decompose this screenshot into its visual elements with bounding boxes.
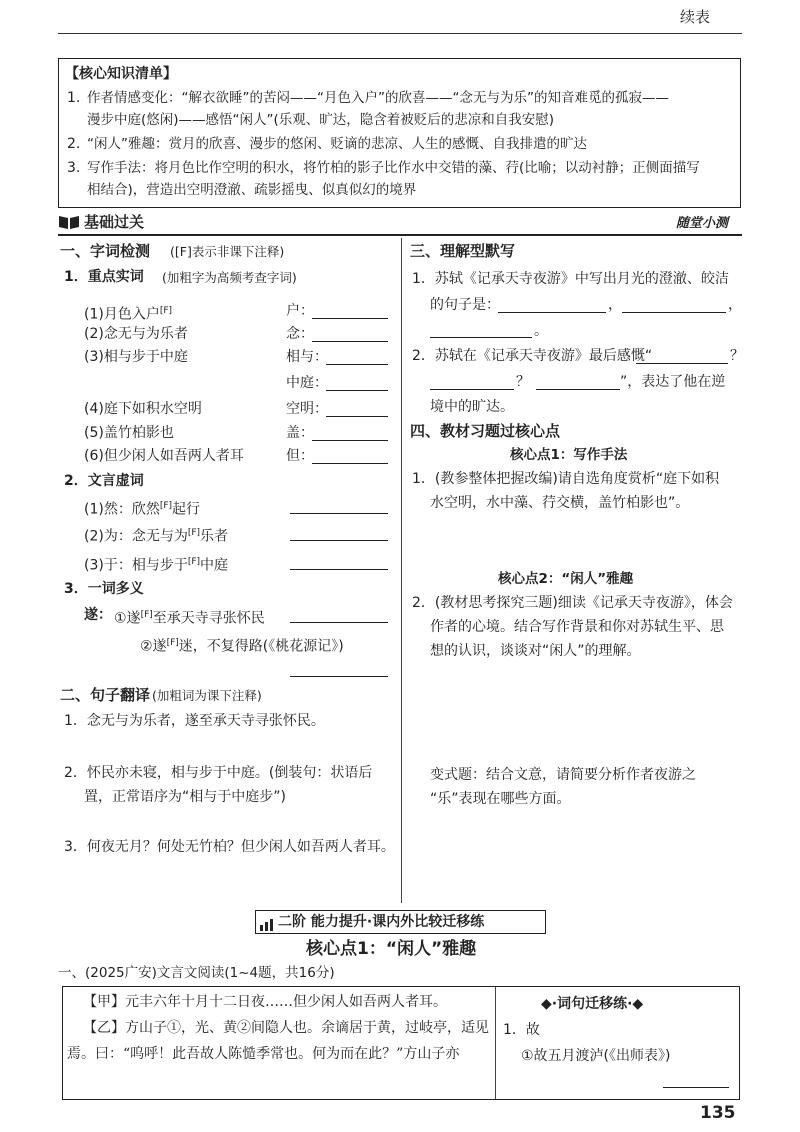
q2-item-2: (2)为：念无与为[F]乐者 bbox=[84, 528, 229, 545]
q1-key-3: 相与： bbox=[286, 349, 328, 365]
core-item-3-line1: 写作手法：将月色比作空明的积水，将竹柏的影子比作水中交错的藻、荇(比喻；以动衬静；正侧面描写 bbox=[87, 160, 700, 176]
passage-yi-line1: 【乙】方山子①，光、黄②间隐人也。余谪居于黄，过岐亭，适见 bbox=[83, 1020, 489, 1036]
core-item-2-line1: “闲人”雅趣：赏月的欣喜、漫步的悠闲、贬谪的悲凉、人生的感慨、自我排遣的旷达 bbox=[87, 136, 587, 152]
recite-1-comma-2: ， bbox=[728, 297, 742, 313]
stage2-banner bbox=[255, 910, 546, 934]
q1-answer-3[interactable] bbox=[326, 364, 388, 365]
diamond-right-icon: ·◆ bbox=[627, 996, 644, 1012]
sentence-2-line1: 2．怀民亦未寝，相与步于中庭。(倒装句：状语后 bbox=[64, 765, 373, 781]
sec1-title: 一、字词检测 bbox=[60, 242, 151, 260]
page-number: 135 bbox=[700, 1103, 736, 1123]
q2-title: 2．文言虚词 bbox=[64, 473, 144, 489]
q1-answer-1[interactable] bbox=[312, 318, 388, 319]
recite-1-blank-2[interactable] bbox=[622, 312, 726, 313]
q2-answer-1[interactable] bbox=[290, 513, 388, 514]
sec3-title: 三、理解型默写 bbox=[410, 242, 516, 260]
q1-title: 1．重点实词 bbox=[64, 269, 144, 285]
recite-2-end: ”，表达了他在逆 bbox=[620, 374, 726, 390]
q1-item-6: (5)盖竹柏影也 bbox=[84, 425, 174, 441]
q3-title: 3．一词多义 bbox=[64, 581, 144, 597]
core-knowledge-box bbox=[58, 58, 741, 208]
passage-jia: 【甲】元丰六年十月十二日夜……但少闲人如吾两人者耳。 bbox=[83, 994, 447, 1010]
sentence-3: 3．何夜无月？何处无竹柏？但少闲人如吾两人者耳。 bbox=[64, 839, 395, 855]
core-item-3-num: 3. bbox=[67, 160, 81, 176]
core-item-1-line1: 作者情感变化：“解衣欲睡”的苦闷——“月色入户”的欣喜——“念无与为乐”的知音难觅的孤寂—— bbox=[87, 90, 669, 106]
core-point-1: 核心点1：写作手法 bbox=[510, 447, 628, 463]
q3-label: 遂： bbox=[84, 607, 112, 623]
core-point-2: 核心点2：“闲人”雅趣 bbox=[498, 571, 634, 587]
sec1-note: ([F]表示非课下注释) bbox=[170, 244, 285, 259]
q1-key-7: 但： bbox=[286, 448, 314, 464]
top-rule bbox=[58, 33, 742, 34]
side-title: ◆·词句迁移练·◆ bbox=[541, 996, 644, 1012]
q1-answer-6[interactable] bbox=[312, 440, 388, 441]
recite-1-blank-3[interactable] bbox=[430, 337, 532, 338]
core-knowledge-title: 【核心知识清单】 bbox=[65, 66, 177, 82]
basic-right-tag: 随堂小测 bbox=[676, 216, 729, 231]
sec2-title: 二、句子翻译 bbox=[60, 686, 151, 704]
q1-item-3: (3)相与步于中庭 bbox=[84, 349, 188, 365]
stage2-question-title: 一、(2025广安)文言文阅读(1~4题，共16分) bbox=[58, 965, 335, 981]
sentence-1: 1．念无与为乐者，遂至承天寺寻张怀民。 bbox=[64, 713, 325, 729]
recite-2-q2: ？ bbox=[516, 374, 530, 390]
recite-2-line3: 境中的旷达。 bbox=[430, 399, 514, 415]
q2-item-3: (3)于：相与步于[F]中庭 bbox=[84, 557, 229, 574]
recite-1-comma: ， bbox=[608, 297, 622, 313]
ex-2-line1: 2．(教材思考探究三题)细读《记承天寺夜游》，体会 bbox=[412, 595, 733, 611]
q2-item-1: (1)然：欣然[F]起行 bbox=[84, 501, 201, 518]
recite-2-line1: 2．苏轼在《记承天寺夜游》最后感慨“ bbox=[412, 348, 653, 364]
q2-answer-3[interactable] bbox=[290, 569, 388, 570]
reading-divider bbox=[495, 987, 496, 1099]
recite-1-line2: 的句子是： bbox=[430, 297, 500, 313]
recite-1-line1: 1．苏轼《记承天寺夜游》中写出月光的澄澈、皎洁 bbox=[412, 271, 729, 287]
stage2-banner-text: 二阶 能力提升·课内外比较迁移练 bbox=[278, 914, 485, 930]
sec4-title: 四、教材习题过核心点 bbox=[410, 422, 561, 440]
core-item-2-num: 2. bbox=[67, 136, 81, 152]
core-item-1-line2: 漫步中庭(悠闲)——感悟“闲人”(乐观、旷达，隐含着被贬后的悲凉和自我安慰) bbox=[87, 112, 555, 128]
diamond-left-icon: ◆· bbox=[541, 996, 558, 1012]
recite-2-q1: ？ bbox=[730, 348, 744, 364]
passage-yi-line2: 焉。曰：“呜呼！此吾故人陈慥季常也。何为而在此？”方山子亦 bbox=[67, 1046, 460, 1062]
q2-answer-2[interactable] bbox=[290, 540, 388, 541]
variant-line1: 变式题：结合文意，请简要分析作者夜游之 bbox=[430, 767, 696, 783]
recite-1-period: 。 bbox=[534, 323, 548, 339]
q1-key-4: 中庭： bbox=[286, 375, 328, 391]
q3-item-2: ②遂[F]迷，不复得路(《桃花源记》) bbox=[140, 638, 344, 655]
column-divider bbox=[401, 238, 402, 903]
q3-item-1: ①遂[F]至承天寺寻张怀民 bbox=[114, 610, 265, 627]
ex-1-line2: 水空明，水中藻、荇交横，盖竹柏影也”。 bbox=[430, 495, 690, 511]
q1-answer-5[interactable] bbox=[326, 416, 388, 417]
sentence-2-line2: 置，正常语序为“相与于中庭步”) bbox=[84, 789, 286, 805]
recite-2-blank-3[interactable] bbox=[536, 389, 620, 390]
q1-key-6: 盖： bbox=[286, 425, 314, 441]
ex-2-line2: 作者的心境。结合写作背景和你对苏轼生平、思 bbox=[430, 619, 724, 635]
side-item: ①故五月渡泸(《出师表》) bbox=[521, 1048, 671, 1064]
q3-answer-2[interactable] bbox=[290, 676, 388, 677]
continued-label: 续表 bbox=[680, 8, 711, 26]
q1-answer-4[interactable] bbox=[326, 390, 388, 391]
ex-2-line3: 想的认识，谈谈对“闲人”的理解。 bbox=[430, 643, 641, 659]
bar-chart-icon bbox=[260, 916, 276, 928]
q3-answer-1[interactable] bbox=[290, 622, 388, 623]
side-question: 1．故 bbox=[503, 1022, 540, 1038]
book-icon bbox=[58, 214, 80, 230]
q1-answer-7[interactable] bbox=[312, 463, 388, 464]
ex-1-line1: 1．(教参整体把握改编)请自选角度赏析“庭下如积 bbox=[412, 471, 720, 487]
recite-1-blank-1[interactable] bbox=[498, 312, 606, 313]
q1-item-5: (4)庭下如积水空明 bbox=[84, 401, 202, 417]
side-answer[interactable] bbox=[663, 1087, 729, 1088]
recite-2-blank-2[interactable] bbox=[430, 389, 514, 390]
q1-key-2: 念： bbox=[286, 326, 314, 342]
q1-key-5: 空明： bbox=[286, 401, 328, 417]
core-item-3-line2: 相结合)，营造出空明澄澈、疏影摇曳、似真似幻的境界 bbox=[87, 182, 417, 198]
recite-2-blank-1[interactable] bbox=[636, 363, 728, 364]
reading-box bbox=[62, 986, 740, 1100]
basic-rule bbox=[58, 234, 742, 236]
q1-answer-2[interactable] bbox=[312, 341, 388, 342]
q1-note: (加粗字为高频考查字词) bbox=[162, 270, 297, 285]
q1-key-1: 户： bbox=[286, 303, 314, 319]
core-item-1-num: 1. bbox=[67, 90, 81, 106]
q1-item-1: (1)月色入户[F] bbox=[84, 306, 173, 323]
q1-item-7: (6)但少闲人如吾两人者耳 bbox=[84, 448, 244, 464]
stage2-core: 核心点1：“闲人”雅趣 bbox=[306, 939, 477, 959]
q1-item-2: (2)念无与为乐者 bbox=[84, 326, 188, 342]
variant-line2: “乐”表现在哪些方面。 bbox=[430, 791, 571, 807]
basic-title: 基础过关 bbox=[84, 213, 145, 231]
sec2-note: (加粗词为课下注释) bbox=[152, 688, 262, 703]
